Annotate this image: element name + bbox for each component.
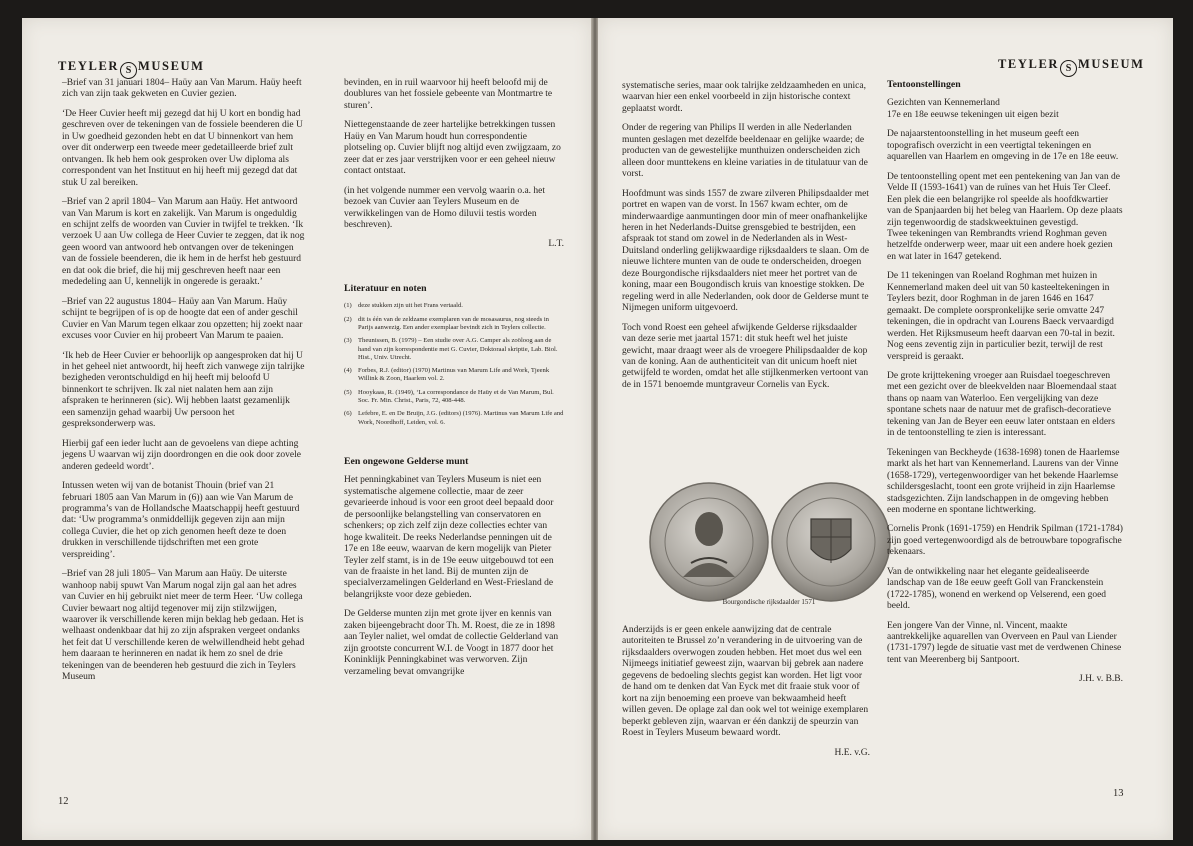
header-text: MUSEUM	[1078, 57, 1145, 71]
coin-reverse	[772, 483, 890, 601]
paragraph: De 11 tekeningen van Roeland Roghman met huizen in Kennemerland maken deel uit van 50 kasteeltekeningen in Teylers bezit, door Roghman in de jaren 1646 en 1647 gemaakt. De complete oorspronkelijke serie omvatte 247 tekeningen, die in opdracht van Lourens Baeck vervaardigd werden. Het Rijksmuseum heeft daarvan een 70-tal in bezit. Nog eens zeventig zijn in particulier bezit, terwijl de rest verspreid is geraakt.	[887, 271, 1115, 362]
reference-number: (3)	[344, 337, 352, 345]
paragraph: Toch vond Roest een geheel afwijkende Gelderse rijksdaalder van deze serie met jaartal 1571: dit stuk heeft wel het juiste gewicht, maar draagt weer als de vroegere Philipsdaalder de kop van de koning. Aan de authenticiteit van dit unicum hoeft niet getwijfeld te worden, omdat het alle stijlkenmerken vertoont van de in 1571 benoemde muntgraveur Cornelis van Eyck.	[622, 322, 869, 390]
paragraph: Hoofdmunt was sinds 1557 de zware zilveren Philipsdaalder met portret en wapen van de vorst. In 1567 kwam echter, om de minderwaardige aanmuntingen door min of meer onafhankelijke heren in het Nederlands-Duitse grensgebied te bestrijden, een afspraak tot stand om zowel in de Nederlanden als in West-Duitsland onderling gelijkwaardige rijksdaalders te slaan. Om de nieuwe lichtere munten van de oude te onderscheiden, droegen deze Bourgondische rijksdaalders niet meer het portret van de koning, maar een Bougondisch kruis van knoestige stokken. De regeling werd in alle Nederlanden, ook door de Gelderse munt te Nijmegen uniform uitgevoerd.	[622, 188, 869, 314]
right-column-2	[887, 79, 1123, 686]
section-heading: Tentoonstellingen	[887, 79, 961, 90]
article-body	[622, 81, 870, 391]
paragraph: Anderzijds is er geen enkele aanwijzing dat de centrale autoriteiten te Brussel zo’n verandering in de uitvoering van de rijksdaalders overwogen zouden hebben. Het moet dus wel een Nijmeegs initiatief geweest zijn, waarvan bij gebrek aan nadere gegevens de bedoeling slechts gegist kan worden. Het ligt voor de hand om te denken dat Van Eyck met dit fraaie stuk voor of kort na zijn benoeming een proeve van bekwaamheid heeft willen geven. De oplage zal dan ook wel tot weinige exemplaren beperkt gebleven zijn, waarvan er één dankzij de speurzin van Roest in Teylers Museum bewaard wordt.	[622, 625, 869, 739]
right-page	[598, 18, 1173, 840]
page-number: 12	[58, 796, 69, 807]
museum-header-left	[58, 59, 205, 79]
reference-item	[344, 410, 564, 427]
museum-logo-icon: S	[1060, 60, 1077, 77]
page-number: 13	[1113, 788, 1124, 799]
author-signature: J.H. v. B.B.	[1079, 674, 1123, 685]
reference-text: dit is één van de zeldzame exemplaren van de mosasaurus, nog steeds in Parijs aanwezig. Een ander exemplaar bevindt zich in Teylers collectie.	[358, 315, 549, 331]
left-column-1	[62, 78, 305, 692]
reference-number: (6)	[344, 410, 352, 418]
paragraph: Niettegenstaande de zeer hartelijke betrekkingen tussen Haüy en Van Marum houdt hun correspondentie plotseling op. Cuvier blijft nog altijd even zwijgzaam, zo zeer dat er zes jaar verstrijken voor er een geheel nieuw contact ontstaat.	[344, 120, 561, 177]
reference-item	[344, 337, 564, 362]
paragraph: De grote krijttekening vroeger aan Ruisdael toegeschreven met een gezicht over de bleekvelden naar Bloemendaal staat thans op naam van Waterloo. Een vergelijking van deze spontane schets naar de natuur met de grafisch-decoratieve tekening van Jan de Beyer een eeuw later ontstaan en elders in de tentoonstelling te zien is interessant.	[887, 370, 1117, 439]
reference-item	[344, 316, 564, 333]
paragraph: De tentoonstelling opent met een pentekening van Jan van de Velde II (1593-1641) van de ruïnes van het Huis Ter Cleef. Een plek die een belangrijke rol speelde als hoofdkwartier van de Spanjaarden bij het beleg van Haarlem. Op deze plaats zijn tegenwoordig de stadskweektuinen gevestigd. Twee tekeningen van Rembrandts vriend Roghman geven hetzelfde onderwerp weer, maar uit een andere hoek gezien en wat later in 1647 getekend.	[887, 171, 1123, 262]
museum-header-right	[998, 57, 1145, 77]
paragraph: Cornelis Pronk (1691-1759) en Hendrik Spilman (1721-1784) zijn goed vertegenwoordigd als de betrouwbare topografische tekenaars.	[887, 524, 1123, 558]
paragraph: systematische series, maar ook talrijke zeldzaamheden en unica, waarvan hier een enkel voorbeeld in zijn historische context geplaatst wordt.	[622, 81, 866, 114]
references-list	[344, 302, 564, 427]
paragraph: –Brief van 2 april 1804– Van Marum aan Haüy. Het antwoord van Van Marum is kort en zakelijk. Van Marum is ongeduldig en schijnt zelfs de woorden van Cuvier in twijfel te trekken. ‘Ik verzoek U aan Uw collega de Heer Cuvier te zeggen, dat ik nog geen woord van antwoord heb ontvangen over de tekeningen van de fossiele beenderen, die ik hem in de herfst heb gestuurd en dat ook die brief, die hij mij geschreven heeft naar een mededeling aan U, kennelijk in ongerede is geraakt.’	[62, 197, 305, 288]
coin-photograph	[645, 479, 893, 607]
paragraph: Een jongere Van der Vinne, nl. Vincent, maakte aantrekkelijke aquarellen van Overveen en Paul van Liender (1731-1797) legde de situatie vast met de verdwenen Chinese tent van Meerenberg bij Santpoort.	[887, 620, 1122, 665]
header-text: TEYLER	[58, 59, 120, 73]
coin-obverse	[650, 483, 768, 601]
paragraph: Van de ontwikkeling naar het elegante geïdealiseerde landschap van de 18e eeuw geeft Goll van Franckenstein (1722-1785), wonend en werkend op Velserend, een goed beeld.	[887, 566, 1107, 612]
reference-number: (1)	[344, 302, 352, 310]
paragraph: –Brief van 22 augustus 1804– Haüy aan Van Marum. Haüy schijnt te begrijpen of is op de hoogte dat een of ander geschil Cuvier en Van Marum tegen elkaar zou opzetten; hij zoekt naar excuses voor Cuvier en hij probeert Van Marum te paaien.	[62, 296, 303, 342]
paragraph: –Brief van 31 januari 1804– Haüy aan Van Marum. Haüy heeft zich van zijn taak gekweten en Cuvier gezien.	[62, 78, 302, 100]
header-text: TEYLER	[998, 57, 1060, 71]
reference-text: Lefebre, E. en De Bruijn, J.G. (editors) (1976). Martinus van Marum Life and Work, Noordhoff, Leiden, vol. 6.	[358, 410, 564, 426]
article-continuation	[344, 78, 564, 231]
left-column-2	[344, 78, 564, 686]
museum-logo-icon: S	[120, 62, 137, 79]
reference-number: (2)	[344, 315, 352, 323]
paragraph: bevinden, en in ruil waarvoor hij heeft beloofd mij de doublures van het fossiele gebeente van Montmartre te sturen’.	[344, 78, 553, 111]
coin-caption: Bourgondische rijksdaalder 1571	[722, 598, 816, 606]
right-column-1-bottom	[622, 625, 870, 759]
right-column-1	[622, 81, 870, 399]
header-text: MUSEUM	[138, 59, 205, 73]
paragraph: Het penningkabinet van Teylers Museum is niet een systematische algemene collectie, maar de zeer gevarieerde inhoud is voor een groot deel bepaald door de persoonlijke belangstelling van conservatoren en schenkers; op zich zelf zijn deze collecties echter van hoge kwaliteit. De reeks Nederlandse penningen uit de 17e en 18e eeuw, waarvan de kern mogelijk van Pieter Teyler zelf stamt, is in de 19e eeuw uitgebouwd tot een van de fraaiste in het land. Bij de munten zijn de specialverzamelingen Gelderland en West-Friesland de belangrijkste voor deze gebieden.	[344, 475, 554, 600]
article-body	[622, 625, 870, 740]
paragraph: Onder de regering van Philips II werden in alle Nederlanden munten geslagen met dezelfde beeldenaar en gelijke waarde; de producten van de gewestelijke munthuizen onderscheiden zich alleen door munttekens en kleine variaties in de titulatuur van de vorst.	[622, 123, 868, 180]
author-signature: L.T.	[548, 239, 564, 250]
reference-text: deze stukken zijn uit het Frans vertaald.	[358, 302, 463, 310]
paragraph: De najaarstentoonstelling in het museum geeft een topografisch overzicht in een veertigtal tekeningen en aquarellen van Haarlem en omgeving in de 17e en 18e eeuw.	[887, 129, 1119, 163]
reference-text: Forbes, R.J. (editor) (1970) Martinus van Marum Life and Work, Tjeenk Willink & Zoon, Haarlem vol. 2.	[358, 367, 550, 383]
paragraph: De Gelderse munten zijn met grote ijver en kennis van zaken bijeengebracht door Th. M. Roest, die ze in 1898 aan Teyler naliet, wel omdat de collectie Gelderland van zijn grootste concurrent W.I. de Voogt in 1877 door het Koninklijk Penningkabinet was verworven. Zijn verzameling bevat omvangrijke	[344, 609, 559, 677]
left-page	[22, 18, 592, 840]
paragraph: (in het volgende nummer een vervolg waarin o.a. het bezoek van Cuvier aan Teylers Museum en de verwikkelingen van de Homo diluvii testis worden beschreven).	[344, 185, 546, 230]
paragraph: Intussen weten wij van de botanist Thouin (brief van 21 februari 1805 aan Van Marum in (6)) aan wie Van Marum de programma’s van de Hollandsche Maatschappij heeft gestuurd dat: ‘Uw programma’s onmiddellijk gegeven zijn aan mijn collega Cuvier, die het op zich genomen heeft deze te doen drukken in verschillende tijdschriften met een grote verspreiding’.	[62, 481, 300, 560]
reference-text: Hooykaas, R. (1949), ‘La correspondance de Haüy et de Van Marum, Bul. Soc. Fr. Min. Christ., Paris, 72, 408-448.	[358, 388, 554, 405]
reference-number: (4)	[344, 367, 352, 375]
reference-item	[344, 367, 564, 384]
paragraph: Tekeningen van Beckheyde (1638-1698) tonen de Haarlemse markt als het hart van Kennemerland. Laurens van der Vinne (1658-1729), vertegenwoordiger van het bekende Haarlemse schildersgeslacht, toont een grote vrijheid in zijn Haarlemse stadsgezichten. Zijn landschappen in de omgeving hebben een moderne en spontane lichtwerking.	[887, 447, 1120, 515]
paragraph: –Brief van 28 juli 1805– Van Marum aan Haüy. De uiterste wanhoop nabij spuwt Van Marum nogal zijn gal aan het adres van Cuvier en hij gebruikt niet meer de term Heer. ‘Uw collega Cuvier bewaart nog altijd tegenover mij zijn stilzwijgen, waarover ik verschillende keren mijn beklag heb gedaan. Het is welhaast ondenkbaar dat hij zo zijn afspraken vergeet ondanks het feit dat U verschillende keren de welwillendheid hebt gehad hem daaraan te herinneren en nadat ik hem zo snel de drie tekeningen van de beenderen heb gestuurd die zich in Teylers Museum	[62, 569, 305, 683]
paragraph: ‘Ik heb de Heer Cuvier er behoorlijk op aangesproken dat hij U in het geheel niet antwoordt, hij heeft zich vanwege zijn talrijke bezigheden verontschuldigd en hij heeft mij beloofd U binnenkort te schrijven. Ik zal niet nalaten hem aan zijn afspraken te herinneren (sic). Wij hebben laatst gezamenlijk een samenzijn gehad waarbij Uw persoon het gespreksonderwerp was.	[62, 350, 305, 430]
author-signature: H.E. v.G.	[834, 747, 870, 758]
reference-number: (5)	[344, 388, 352, 396]
article-body	[344, 475, 564, 678]
paragraph: Hierbij gaf een ieder lucht aan de gevoelens van diepe achting jegens U waarvan wij zijn doordrongen en die ook door zovele anderen gedeeld wordt’.	[62, 438, 302, 472]
reference-item	[344, 389, 564, 406]
exhibition-text	[887, 98, 1123, 666]
reference-text: Theunissen, B. (1979) – Een studie over A.G. Camper als zoöloog aan de hand van zijn korrespondentie met G. Cuvier, Doktoraal skriptie, Lab. Biol. Hist., Univ. Utrecht.	[358, 337, 558, 361]
article-heading: Een ongewone Gelderse munt	[344, 455, 469, 467]
paragraph: ‘De Heer Cuvier heeft mij gezegd dat hij U kort en bondig had geschreven over de tekeningen van de fossiele beenderen die U in Uw goedheid gezonden hebt en dat U binnenkort van hem over dit onderwerp een tweede meer gedetailleerde brief zult ontvangen. Ik heb hem ook gesproken over Uw diploma als correspondent van het Instituut en hij heeft mij gezegd dat dat stuk U zal bereiken.	[62, 108, 303, 188]
references-heading: Literatuur en noten	[344, 282, 427, 294]
reference-item	[344, 302, 564, 310]
paragraph: Gezichten van Kennemerland 17e en 18e eeuwse tekeningen uit eigen bezit	[887, 98, 1059, 120]
